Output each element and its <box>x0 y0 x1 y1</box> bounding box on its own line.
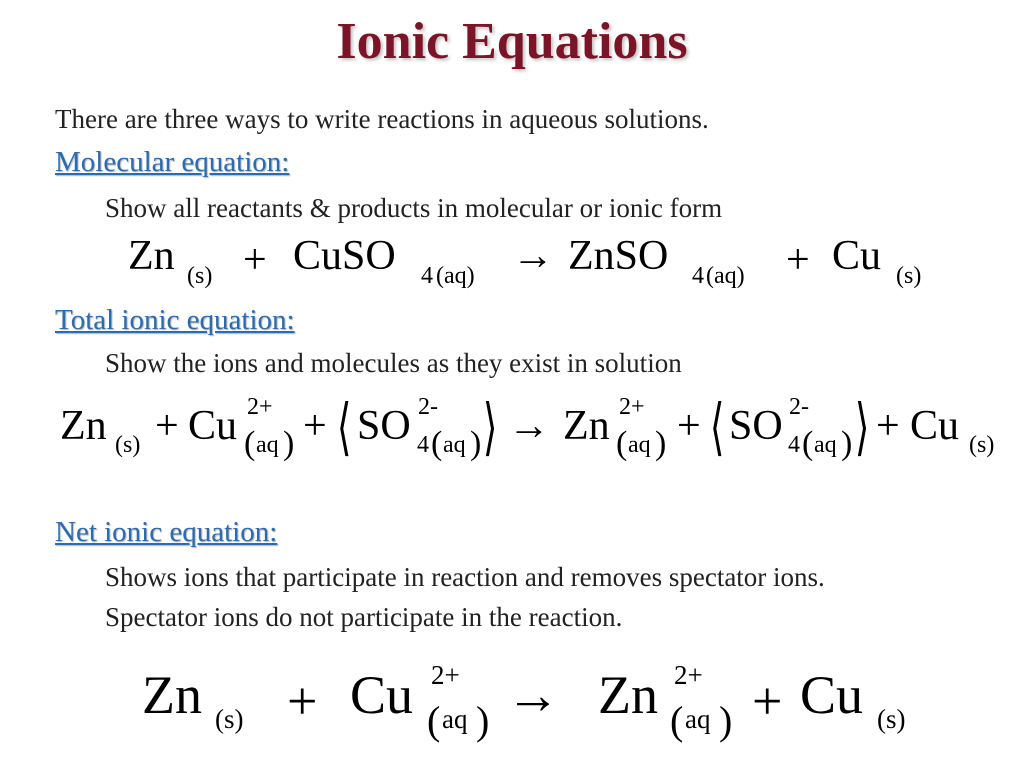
eq-term: Cu <box>350 665 414 725</box>
eq-plus: + <box>677 403 701 449</box>
eq-term: Zn <box>598 665 658 725</box>
eq-aq: aq <box>628 432 651 458</box>
eq-plus: + <box>155 403 179 449</box>
eq-paren: ( <box>427 698 441 743</box>
eq-bracket: ⟩ <box>854 394 870 462</box>
eq-term: Zn <box>142 665 202 725</box>
eq-aq: aq <box>443 432 466 458</box>
eq-paren: ( <box>244 425 256 462</box>
eq-term: Cu <box>832 233 882 279</box>
eq-plus: + <box>243 237 267 283</box>
eq-paren: ( <box>670 698 684 743</box>
eq-paren: ) <box>841 425 853 462</box>
eq-aq: aq <box>256 432 279 458</box>
eq-bracket: ⟩ <box>482 394 498 462</box>
eq-charge: 2+ <box>247 394 273 420</box>
eq-state: (aq) <box>436 263 475 289</box>
eq-state: (s) <box>969 432 995 458</box>
eq-charge: 2- <box>418 394 438 420</box>
net-description-2: Spectator ions do not participate in the reaction. <box>105 602 623 632</box>
eq-subscript: 4 <box>692 263 704 289</box>
eq-aq: aq <box>442 704 468 734</box>
eq-subscript: 4 <box>417 432 429 458</box>
eq-charge: 2+ <box>431 660 460 690</box>
eq-paren: ) <box>470 425 482 462</box>
eq-state: (s) <box>115 432 141 458</box>
eq-paren: ( <box>802 425 814 462</box>
eq-paren: ( <box>616 425 628 462</box>
total-description: Show the ions and molecules as they exist in solution <box>105 348 682 378</box>
eq-state: (s) <box>896 263 922 289</box>
eq-term: SO <box>357 403 411 449</box>
eq-aq: aq <box>685 704 711 734</box>
eq-state: (s) <box>215 704 244 734</box>
eq-subscript: 4 <box>421 263 433 289</box>
net-description-1: Shows ions that participate in reaction and removes spectator ions. <box>105 562 825 592</box>
eq-term: Cu <box>910 403 960 449</box>
eq-state: (aq) <box>706 263 745 289</box>
molecular-heading: Molecular equation: <box>55 146 290 178</box>
eq-plus: + <box>752 671 783 731</box>
molecular-description: Show all reactants & products in molecular or ionic form <box>105 193 723 223</box>
intro-text: There are three ways to write reactions in aqueous solutions. <box>55 104 709 134</box>
eq-plus: + <box>876 403 900 449</box>
page-title: Ionic Equations <box>336 13 688 70</box>
eq-charge: 2- <box>789 394 809 420</box>
total-heading: Total ionic equation: <box>55 304 295 336</box>
eq-term: ZnSO <box>568 233 669 279</box>
eq-term: Cu <box>800 665 864 725</box>
eq-plus: + <box>287 671 318 731</box>
eq-charge: 2+ <box>674 660 703 690</box>
eq-paren: ( <box>431 425 443 462</box>
eq-bracket: ⟨ <box>336 394 352 462</box>
eq-arrow: → <box>506 665 560 725</box>
eq-plus: + <box>786 237 810 283</box>
eq-term: Zn <box>60 403 107 449</box>
eq-state: (s) <box>877 704 906 734</box>
eq-arrow: → <box>512 233 554 279</box>
eq-paren: ) <box>476 698 490 743</box>
eq-paren: ) <box>655 425 667 462</box>
eq-subscript: 4 <box>788 432 800 458</box>
eq-term: Cu <box>188 403 238 449</box>
net-heading: Net ionic equation: <box>55 516 278 548</box>
eq-plus: + <box>303 403 327 449</box>
eq-bracket: ⟨ <box>709 394 725 462</box>
eq-term: Zn <box>563 403 610 449</box>
eq-term: CuSO <box>293 233 396 279</box>
eq-charge: 2+ <box>619 394 645 420</box>
eq-term: Zn <box>128 233 175 279</box>
eq-arrow: → <box>508 403 550 449</box>
eq-state: (s) <box>187 263 213 289</box>
eq-paren: ) <box>283 425 295 462</box>
eq-paren: ) <box>719 698 733 743</box>
eq-term: SO <box>729 403 783 449</box>
eq-aq: aq <box>814 432 837 458</box>
